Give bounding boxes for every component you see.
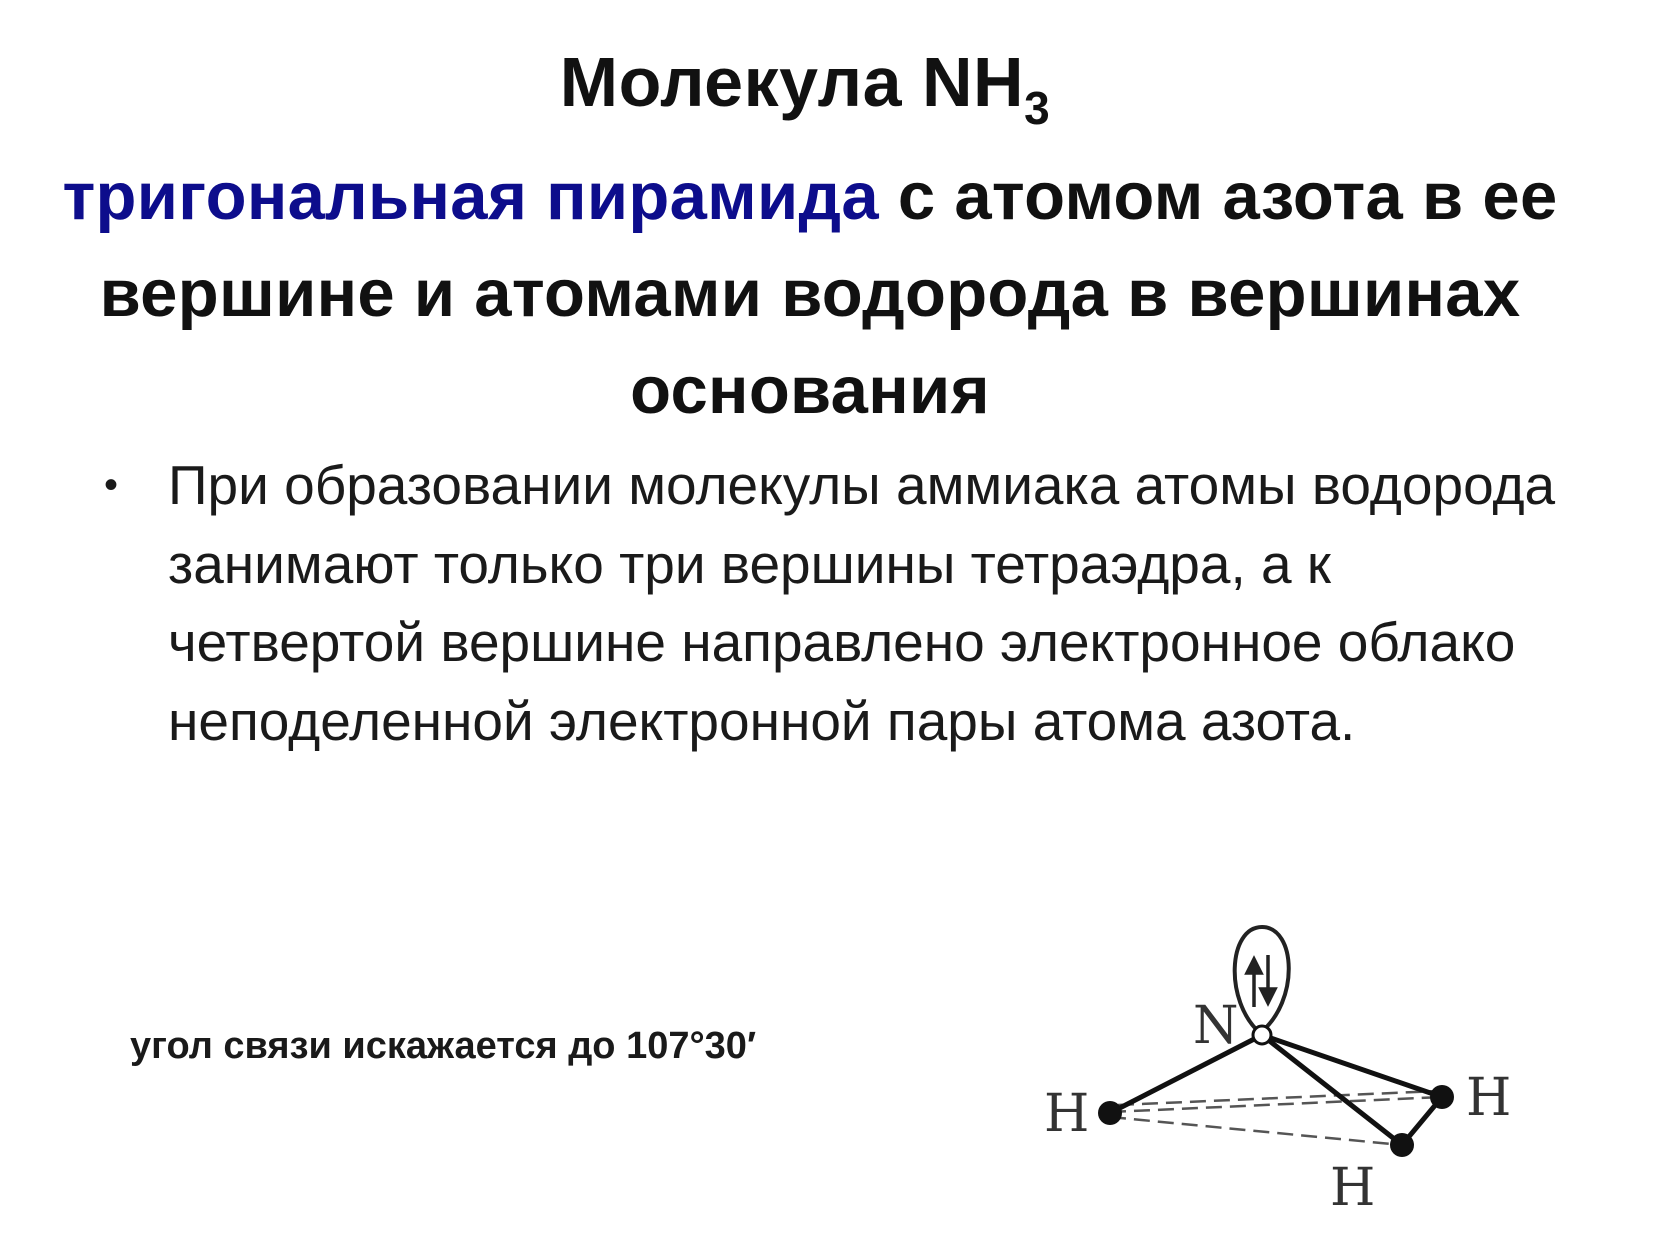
bullet-item	[100, 446, 1580, 760]
hydrogen-label-bottom: H	[1330, 1158, 1376, 1215]
nitrogen-atom	[1253, 1026, 1271, 1044]
hydrogen-label-right: H	[1466, 1068, 1512, 1128]
heading-rest: с атомом азота в ее вершине и атомами водорода в вершинах основания	[99, 159, 1558, 428]
slide-heading	[20, 148, 1600, 439]
hydrogen-atom-bottom	[1390, 1133, 1414, 1157]
hydrogen-atom-left	[1098, 1101, 1122, 1125]
heading-accent: тригональная пирамида	[62, 159, 879, 234]
electron-pair-arrows-icon	[1247, 955, 1275, 1007]
nitrogen-label: N	[1193, 996, 1239, 1056]
n-h-bonds	[1110, 1035, 1442, 1145]
bullet-list	[100, 446, 1580, 760]
title-main: Молекула NH	[559, 43, 1025, 121]
slide-title	[0, 42, 1610, 134]
nh3-molecule-svg	[1010, 905, 1550, 1215]
bullet-text: При образовании молекулы аммиака атомы водорода занимают только три вершины тетраэдра, а к четвертой вершине направлено электронное облако неподеленной электронной пары атома азота.	[168, 454, 1556, 752]
nh3-molecule-diagram	[1010, 905, 1550, 1215]
hydrogen-label-left: H	[1044, 1084, 1090, 1144]
hydrogen-atom-right	[1430, 1085, 1454, 1109]
bond-angle-note: угол связи искажается до 107°30′	[130, 1025, 757, 1067]
title-subscript: 3	[1024, 82, 1051, 134]
bullet-dot-icon: •	[104, 463, 119, 507]
lone-pair-orbital	[1235, 927, 1289, 1033]
